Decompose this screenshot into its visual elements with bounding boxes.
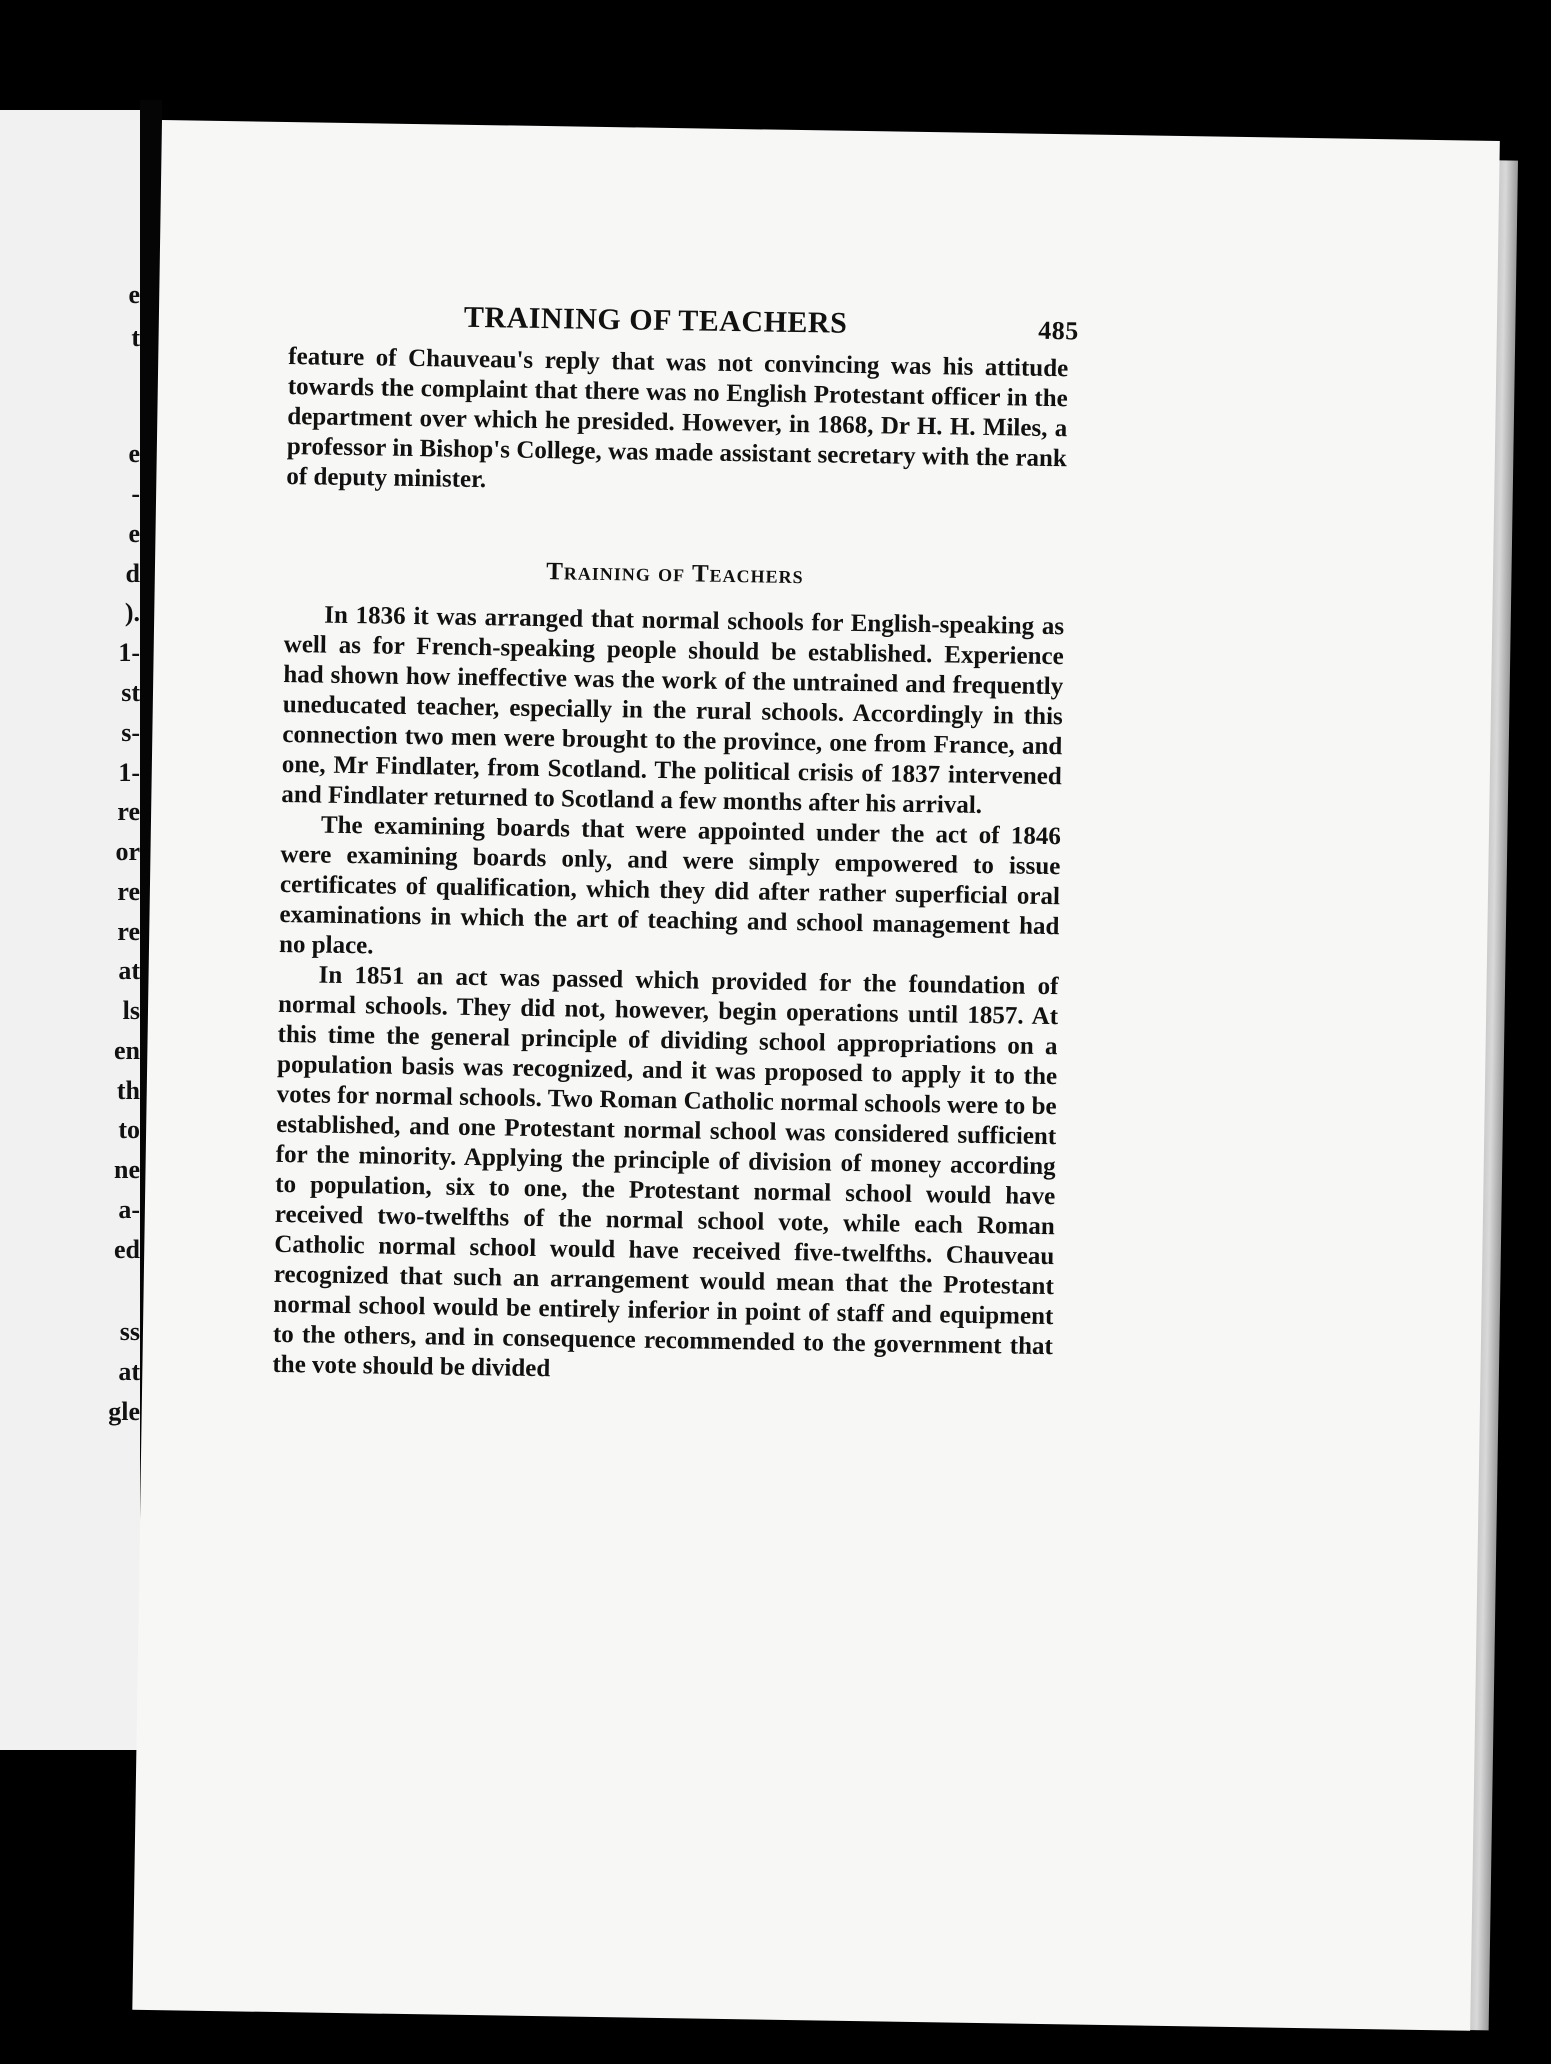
left-page-fragment: to xyxy=(118,1115,140,1145)
left-page-fragment: d xyxy=(125,558,140,588)
left-page-fragment: e xyxy=(128,518,140,548)
book-page xyxy=(132,120,1500,2031)
left-page-fragment: at xyxy=(118,1356,140,1386)
left-page-fragment: re xyxy=(117,797,140,827)
text-block xyxy=(272,298,1080,1392)
left-page-fragment: 1- xyxy=(118,757,140,787)
left-page-fragment: or xyxy=(115,837,140,867)
previous-page-edge xyxy=(0,110,140,1750)
left-page-fragment: ). xyxy=(124,598,140,628)
left-page-fragment: t xyxy=(131,323,140,352)
continued-paragraph: feature of Chauveau's reply that was not convincing was his attitude towards the complaint that there was no English Protestant officer in the department over which he presided. However, in 1868, Dr H. H. Miles, a professor in Bishop's College, was made assistant secretary with the rank of deputy minister. xyxy=(286,343,1069,494)
left-page-fragment: e xyxy=(128,439,140,469)
left-page-fragment: st xyxy=(121,678,140,707)
section-heading: Training of Teachers xyxy=(546,558,804,590)
left-page-fragment: - xyxy=(131,479,140,509)
left-page-fragment: th xyxy=(116,1075,140,1105)
left-page-fragment: ss xyxy=(119,1317,140,1346)
page-number: 485 xyxy=(1038,315,1080,346)
left-page-fragment: ed xyxy=(114,1234,140,1264)
left-page-fragment: a- xyxy=(118,1194,140,1224)
paragraph: In 1836 it was arranged that normal schools for English-speaking as well as for French-speaking people should be established. Experience had shown how ineffective was the work of the untrained and frequently uneducated teacher, especially in the rural schools. Accordingly in this connection two men were brought to the province, one from France, and one, Mr Findlater, from Scotland. The political crisis of 1837 intervened and Findlater returned to Scotland a few months after his arrival. xyxy=(281,601,1065,819)
left-page-fragment: ne xyxy=(114,1155,140,1185)
left-page-fragment: re xyxy=(117,876,140,906)
left-page-fragment: at xyxy=(118,956,140,986)
left-page-fragment: gle xyxy=(108,1396,140,1426)
paragraph: The examining boards that were appointed under the act of 1846 were examining boards only, and were simply empowered to issue certificates of qualification, which they did after rather superficial oral examinations in which the art of teaching and school management had no place. xyxy=(278,811,1062,960)
left-page-fragment: s- xyxy=(121,717,140,747)
left-page-fragment: ls xyxy=(122,996,140,1026)
left-page-fragment: en xyxy=(114,1035,140,1065)
left-page-fragment: e xyxy=(128,280,140,310)
left-page-fragment: 1- xyxy=(118,638,140,668)
left-page-fragment: re xyxy=(117,916,140,946)
running-head-title: TRAINING OF TEACHERS xyxy=(463,300,848,340)
paragraph: In 1851 an act was passed which provided for the foundation of normal schools. They did not, however, begin operations until 1857. At this time the general principle of dividing school appropriations on a population basis was recognized, and it was proposed to apply it to the votes for normal schools. Two Roman Catholic normal schools were to be established, and one Protestant normal school was considered sufficient for the minority. Applying the principle of division of money according to population, six to one, the Protestant normal school would have received two-twelfths of the normal school vote, while each Roman Catholic normal school would have received five-twelfths. Chauveau recognized that such an arrangement would mean that the Protestant normal school would be entirely inferior in point of staff and equipment to the others, and in consequence recommended to the government that the vote should be divided xyxy=(272,961,1059,1383)
